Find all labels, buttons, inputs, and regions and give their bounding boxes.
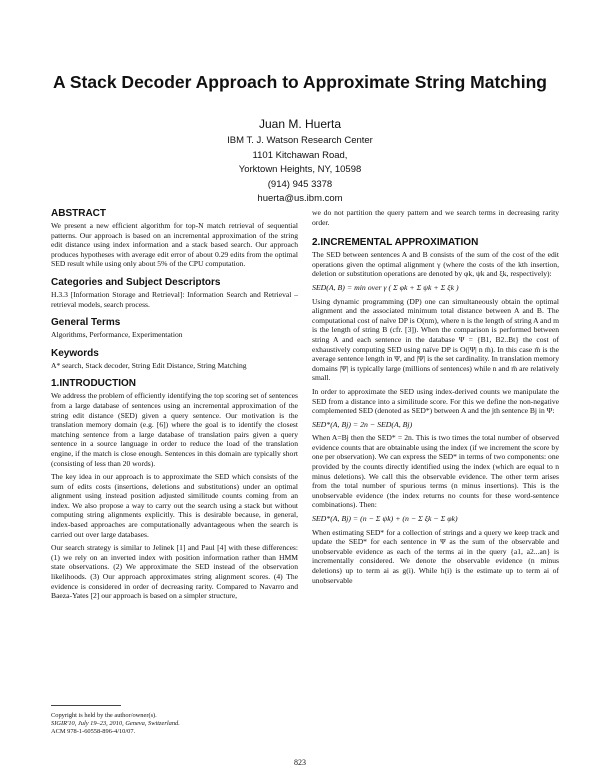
section2-paragraph-5: When estimating SED* for a collection of strings and a query we keep track and update the SED* for each sentence in Ψ as the sum of the observable and unobservable evidence as each of the terms ai in the query {a1, a2...an} is incrementally considered. We denote the observable evidence (n minus deletions) up to term ai as g(i). While h(i) is the estimate up to term ai of unobservable <box>312 527 559 585</box>
author-name: Juan M. Huerta <box>258 117 342 131</box>
author-address-1: 1101 Kitchawan Road, <box>252 149 348 161</box>
section2-paragraph-2: Using dynamic programming (DP) one can simultaneously obtain the optimal alignment and the associated minimum total distance between A and B. The computational cost of naïve DP is O(nm), where n is the length of string A and m is the length of string B (cfr. [3]). When the comparison is performed between string A and each sentence in the database Ψ = {B1, B2..Bt} the cost of exhaustively computing SED using naïve DP is O(|Ψ| n m̄). In this case m̄ is the average sentence length in Ψ, and |Ψ| is the set cardinality. In translation memory domains |Ψ| is typically large (millions of sentences) while n and m̄ are relatively small. <box>312 296 559 383</box>
copyright-line-2: SIGIR'10, July 19–23, 2010, Geneva, Switzerland. <box>51 720 180 727</box>
categories-text: H.3.3 [Information Storage and Retrieval]: Information Search and Retrieval – retrieval models, search process. <box>51 289 298 309</box>
sed-formula: SED(A, B) = min over γ ( Σ φk + Σ ψk + Σ ξk ) <box>312 282 459 292</box>
sed-star-decomposition-formula: SED*(A, Bj) = (n − Σ ψk) + (n − Σ ξk − Σ φk) <box>312 514 458 524</box>
keywords-heading: Keywords <box>51 347 99 359</box>
right-continuation: we do not partition the query pattern and we search terms in decreasing rarity order. <box>312 208 559 227</box>
keywords-text: A* search, Stack decoder, String Edit Distance, String Matching <box>51 360 247 370</box>
author-email: huerta@us.ibm.com <box>257 193 343 204</box>
page-number: 823 <box>294 758 306 767</box>
introduction-heading: 1.INTRODUCTION <box>51 378 136 390</box>
sed-star-formula: SED*(A, Bj) = 2n − SED(A, Bj) <box>312 419 413 429</box>
author-phone: (914) 945 3378 <box>267 178 333 190</box>
intro-paragraph-3: Our search strategy is similar to Jelinek [1] and Paul [4] with these differences: (1) we rely on an inverted index with position information rather than HMM state observations. (2) We approximate the SED instead of the observation likelihoods. (3) Our approach approximates string alignment scores. (4) The evidence is considered in order of decreasing rarity. Compared to Navarro and Baeza-Yates [2] our approach is based on a simpler structure, <box>51 543 298 601</box>
section2-paragraph-1: The SED between sentences A and B consists of the sum of the cost of the edit operations given the optimal alignment γ (where the costs of the kth insertion, deletion or substitution operations are denoted by φk, ψk and ξk, respectively): <box>312 250 559 279</box>
right-column <box>312 208 559 589</box>
general-terms-text: Algorithms, Performance, Experimentation <box>51 330 183 340</box>
paper-title: A Stack Decoder Approach to Approximate String Matching <box>53 72 547 92</box>
author-affiliation: IBM T. J. Watson Research Center <box>227 135 373 146</box>
section2-paragraph-3: In order to approximate the SED using index-derived counts we manipulate the SED from a distance into a similitude score. For this we define the non-negative complemented SED (denoted as SED*) between A and the jth sentence Bj in Ψ: <box>312 386 559 416</box>
footnote-rule <box>51 705 121 706</box>
intro-paragraph-2: The key idea in our approach is to approximate the SED which consists of the sum of edits costs (insertions, deletions and substitutions) under an optimal alignment using instead position adjusted similitude counts coming from an index. We also propose a way to carry out the search using a stack but without computing string alignments explicitly. This is desirable because, in general, index-based approaches are computationally advantageous when the search is carried out over large databases. <box>51 472 298 539</box>
abstract-heading: ABSTRACT <box>51 208 106 219</box>
left-column <box>51 208 298 605</box>
copyright-line-1: Copyright is held by the author/owner(s). <box>51 712 157 719</box>
author-address-2: Yorktown Heights, NY, 10598 <box>238 164 362 175</box>
categories-heading: Categories and Subject Descriptors <box>51 276 221 288</box>
copyright-notice <box>51 712 298 736</box>
author-block <box>150 117 450 207</box>
abstract-text: We present a new efficient algorithm for top-N match retrieval of sequential patterns. Our approach is based on an incremental approximation of the string edit distance using index information and a stack based search. Our approach produces hypotheses with average edit error of about 0.29 edits from the optimal SED result while using only about 5% of the CPU computation. <box>51 221 298 269</box>
section2-paragraph-4: When A=Bj then the SED* = 2n. This is two times the total number of observed evidence counts that are obtainable using the index (if we increment the score by one per observation). We can express the SED* in terms of two components: one provided by the counts directly identified using the index (which are equal to n minus deletions). We call this the observable evidence. The other term arises from the total number of spurious terms (n minus insertions). This is the unobservable evidence (the index returns no counts for these word-sentence combinations). Then: <box>312 433 559 510</box>
intro-paragraph-1: We address the problem of efficiently identifying the top scoring set of sentences from a large database of sentences using an incremental approximation of the string edit distance (SED) given a query sentence. Our motivation is the translation memory domain (e.g. [6]) where the goal is to identify the closest matching sentence from a large database of translation pairs given a query sentence in a source language in order to reduce the load of the translation engine, if the match is close enough. Sentences in this domain are typically short (consisting of less than 20 words). <box>51 391 298 468</box>
general-terms-heading: General Terms <box>51 317 121 329</box>
copyright-line-3: ACM 978-1-60558-896-4/10/07. <box>51 728 136 735</box>
incremental-approximation-heading: 2.INCREMENTAL APPROXIMATION <box>312 237 479 249</box>
